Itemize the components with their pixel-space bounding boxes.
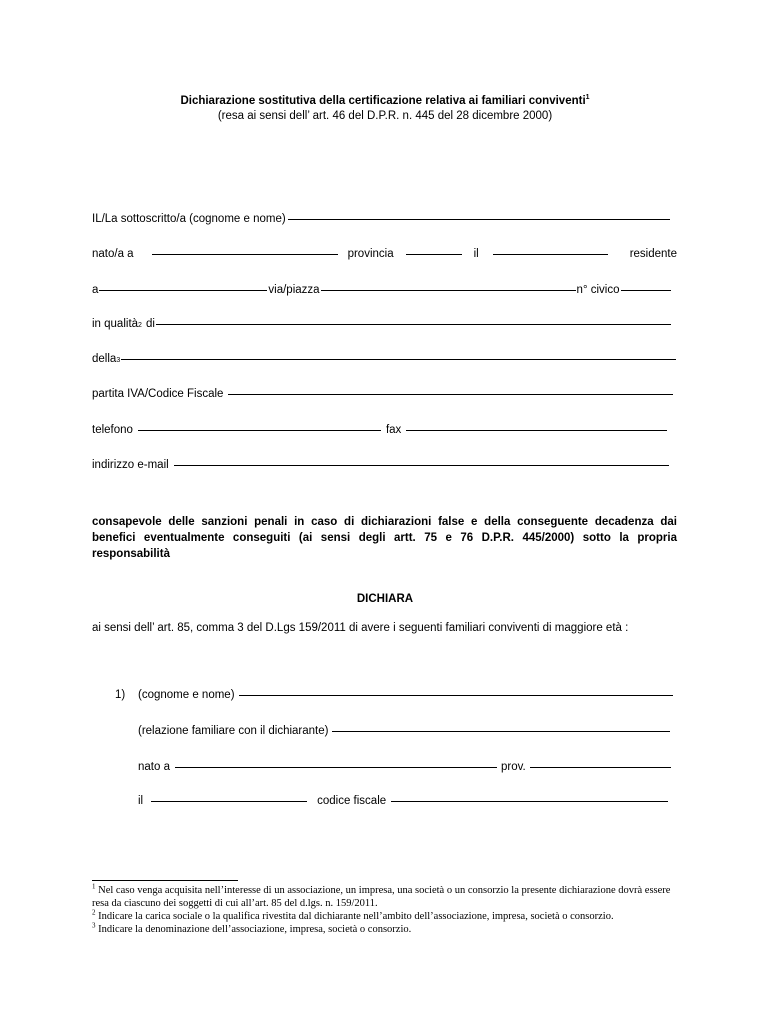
field-sottoscritto: IL/La sottoscritto/a (cognome e nome) — [92, 213, 672, 225]
blank-line[interactable] — [99, 289, 267, 291]
footnote-separator — [92, 880, 238, 881]
document-title: Dichiarazione sostitutiva della certificazione relativa ai familiari conviventi$^1$ — [180, 94, 590, 107]
blank-line[interactable] — [321, 289, 576, 291]
blank-line[interactable] — [151, 800, 307, 802]
blank-line[interactable] — [152, 253, 338, 255]
family-item-number: 1) — [115, 689, 126, 701]
family-cognome-nome: (cognome e nome) — [138, 689, 675, 701]
blank-line[interactable] — [493, 253, 608, 255]
dichiara-heading: DICHIARA — [356, 593, 414, 605]
field-contatti: telefono fax — [92, 424, 669, 436]
blank-line[interactable] — [391, 800, 668, 802]
family-relazione: (relazione familiare con il dichiarante) — [138, 725, 672, 737]
field-nascita: nato/a a provincia il residente — [92, 248, 677, 260]
blank-line[interactable] — [156, 323, 671, 325]
blank-line[interactable] — [621, 289, 672, 291]
blank-line[interactable] — [406, 429, 667, 431]
field-piva: partita IVA/Codice Fiscale — [92, 388, 675, 400]
document-subtitle: (resa ai sensi dell’ art. 46 del D.P.R. n. 445 del 28 dicembre 2000) — [217, 110, 553, 122]
consapevole-paragraph: consapevole delle sanzioni penali in caso di dichiarazioni false e della conseguente decadenza dai benefici eventualmente conseguiti (ai sensi degli artt. 75 e 76 D.P.R. 445/2000) sotto la propria responsabilità — [92, 516, 677, 560]
intro-paragraph: ai sensi dell’ art. 85, comma 3 del D.Lgs 159/2011 di avere i seguenti familiari conviventi di maggiore età : — [92, 622, 629, 634]
footnote-2: $^2$ Indicare la carica sociale o la qualifica rivestita dal dichiarante nell’ambito dell’associazione, impresa, società o consorzio. — [92, 908, 614, 922]
footnote-1: $^1$ Nel caso venga acquisita nell’interesse di un associazione, un impresa, una società o un consorzio la presente dichiarazione dovrà essere resa da ciascuno dei soggetti di cui all’art. 85 del d.lgs. n. 159/2011. — [92, 882, 671, 909]
field-email: indirizzo e-mail — [92, 459, 671, 471]
blank-line[interactable] — [239, 694, 673, 696]
field-della: della 3 — [92, 353, 677, 365]
field-indirizzo: a via/piazza n° civico — [92, 284, 672, 296]
footnote-3: $^3$ Indicare la denominazione dell’associazione, impresa, società o consorzio. — [92, 921, 412, 935]
blank-line[interactable] — [138, 429, 381, 431]
family-codice: il codice fiscale — [138, 795, 670, 807]
footnotes — [92, 884, 684, 936]
blank-line[interactable] — [530, 766, 671, 768]
blank-line[interactable] — [228, 393, 673, 395]
blank-line[interactable] — [174, 464, 669, 466]
blank-line[interactable] — [175, 766, 497, 768]
blank-line[interactable] — [406, 253, 462, 255]
blank-line[interactable] — [121, 358, 676, 360]
field-qualita: in qualità 2 di — [92, 318, 672, 330]
blank-line[interactable] — [288, 218, 670, 220]
blank-line[interactable] — [332, 730, 670, 732]
family-nascita: nato a prov. — [138, 761, 673, 773]
